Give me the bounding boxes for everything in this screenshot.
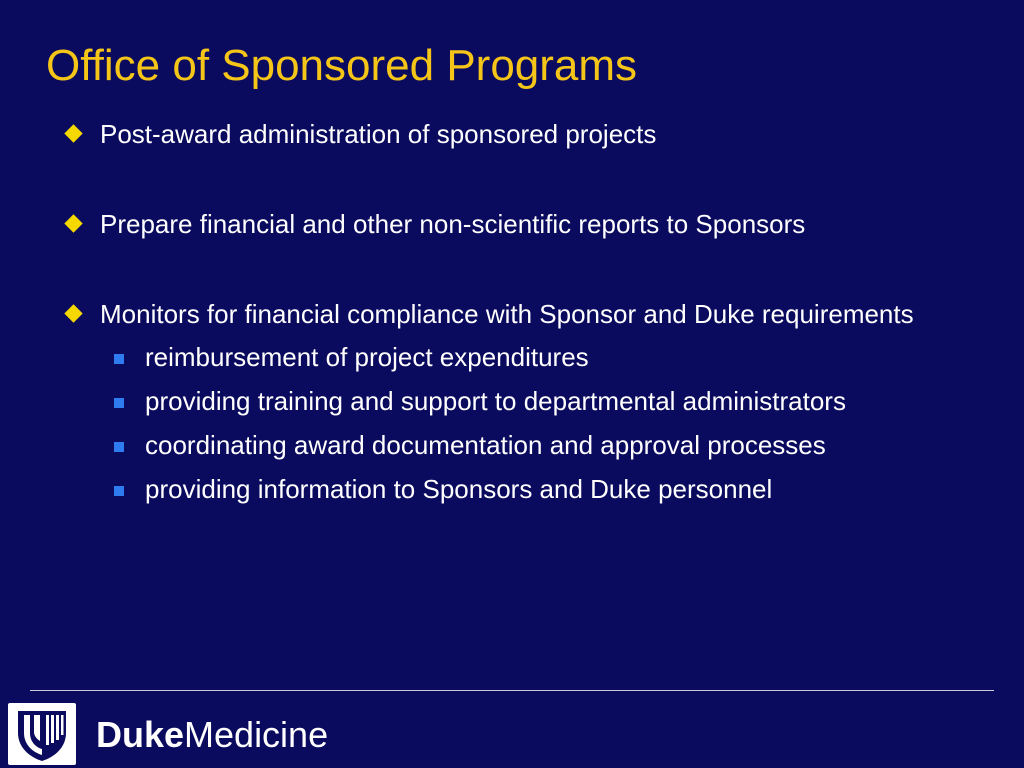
bullet-item: [64, 296, 984, 508]
bullet-text: Monitors for financial compliance with Sponsor and Duke requirements: [100, 299, 914, 329]
bullet-text: Prepare financial and other non-scientific reports to Sponsors: [100, 209, 806, 239]
duke-medicine-logo: [96, 712, 328, 758]
sub-bullet-list: [100, 339, 984, 508]
sub-bullet-item: [100, 383, 984, 420]
square-bullet-icon: [114, 442, 124, 452]
sub-bullet-text: providing training and support to departmental administrators: [145, 386, 846, 416]
sub-bullet-item: [100, 427, 984, 464]
diamond-bullet-icon: [64, 124, 82, 142]
bullet-list: [64, 116, 984, 515]
duke-shield-icon: [8, 703, 76, 765]
sub-bullet-text: reimbursement of project expenditures: [145, 342, 589, 372]
square-bullet-icon: [114, 398, 124, 408]
bullet-item: [64, 116, 984, 153]
sub-bullet-text: providing information to Sponsors and Duke personnel: [145, 474, 773, 504]
diamond-bullet-icon: [64, 214, 82, 232]
square-bullet-icon: [114, 354, 124, 364]
logo-bold-text: Duke: [96, 714, 185, 755]
slide-title: Office of Sponsored Programs: [46, 41, 638, 90]
sub-bullet-text: coordinating award documentation and approval processes: [145, 430, 826, 460]
sub-bullet-item: [100, 339, 984, 376]
bullet-text: Post-award administration of sponsored projects: [100, 119, 657, 149]
diamond-bullet-icon: [64, 304, 82, 322]
footer-divider: [30, 690, 994, 691]
sub-bullet-item: [100, 471, 984, 508]
square-bullet-icon: [114, 486, 124, 496]
bullet-item: [64, 206, 984, 243]
logo-light-text: Medicine: [184, 714, 329, 755]
